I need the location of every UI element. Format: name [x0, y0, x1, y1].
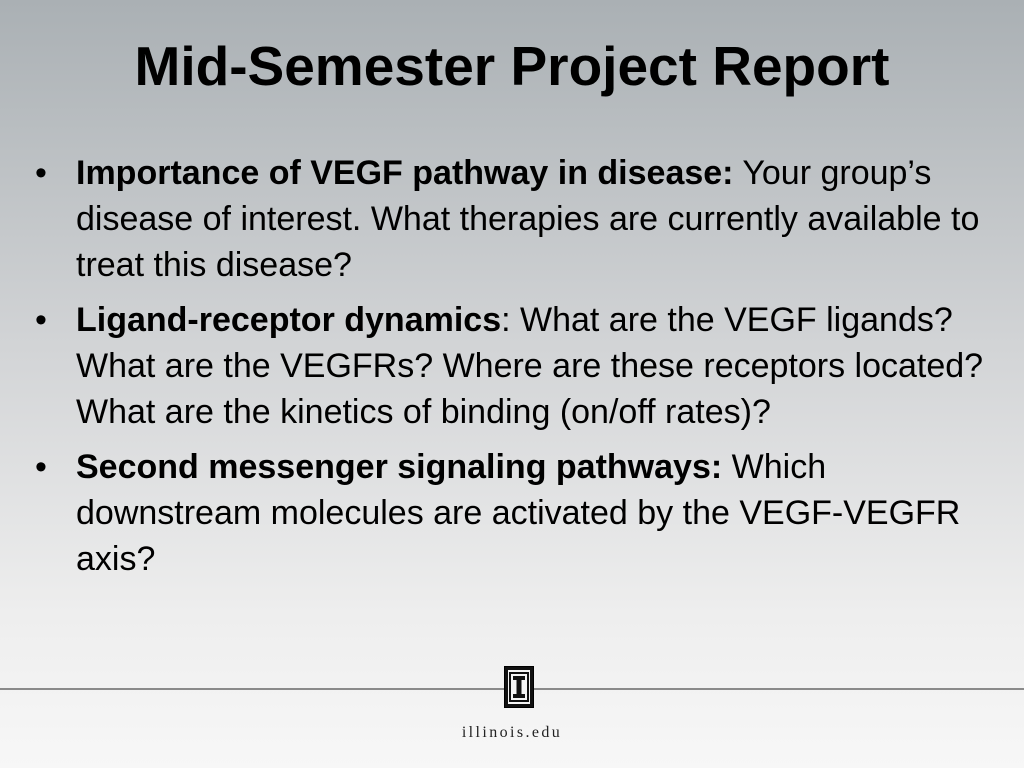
bullet-list [30, 150, 1005, 591]
bullet-item [30, 150, 1005, 288]
bullet-symbol: • [35, 448, 47, 486]
bullet-item [30, 444, 1005, 582]
bullet-heading: Ligand-receptor dynamics [76, 301, 502, 339]
bullet-symbol: • [35, 301, 47, 339]
bullet-symbol: • [35, 154, 47, 192]
bullet-item [30, 297, 1005, 435]
bullet-heading: Second messenger signaling pathways: [76, 448, 723, 486]
bullet-text: Your group’s disease of interest. What therapies are currently available to treat this disease? [76, 154, 980, 284]
bullet-text: Which downstream molecules are activated by the VEGF-VEGFR axis? [76, 448, 961, 578]
slide-title: Mid-Semester Project Report [134, 35, 890, 97]
bullet-text: : What are the VEGF ligands? What are the VEGFRs? Where are these receptors located? What are the kinetics of binding (on/off rates)? [76, 301, 984, 431]
block-i-icon [505, 667, 533, 707]
bullet-heading: Importance of VEGF pathway in disease: [76, 154, 734, 192]
footer-url: illinois.edu [461, 724, 563, 741]
block-i-logo [504, 666, 534, 708]
